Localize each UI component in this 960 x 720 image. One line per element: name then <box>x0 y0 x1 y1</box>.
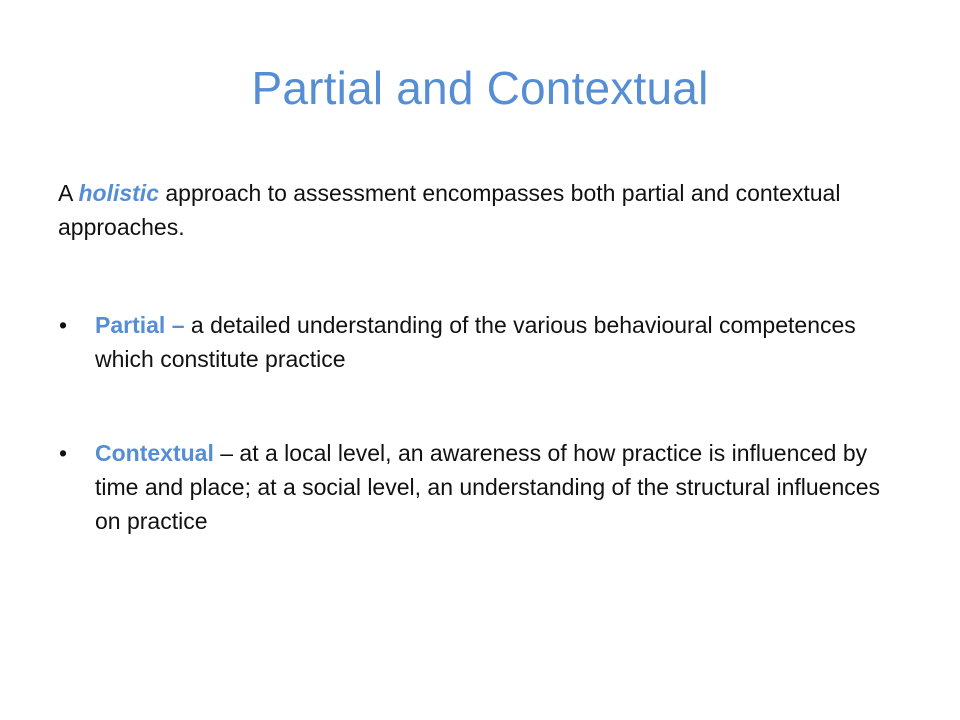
bullet-list <box>58 308 908 598</box>
bullet-text-contextual: – at a local level, an awareness of how practice is influenced by time and place; at a social level, an understanding of the structural influences on practice <box>95 440 881 534</box>
bullet-term-partial: Partial – <box>95 312 185 338</box>
bullet-text-partial: a detailed understanding of the various behavioural competences which constitute practice <box>95 312 856 372</box>
bullet-dot-icon: • <box>59 440 68 466</box>
bullet-term-contextual: Contextual <box>95 440 214 466</box>
bullet-partial <box>58 308 908 376</box>
intro-prefix: A <box>58 180 79 206</box>
bullet-contextual <box>58 436 908 538</box>
intro-paragraph <box>58 176 908 244</box>
intro-suffix: approach to assessment encompasses both partial and contextual approaches. <box>58 180 841 240</box>
slide-title: Partial and Contextual <box>251 62 709 114</box>
bullet-dot-icon: • <box>59 312 68 338</box>
intro-emphasis: holistic <box>78 180 159 206</box>
